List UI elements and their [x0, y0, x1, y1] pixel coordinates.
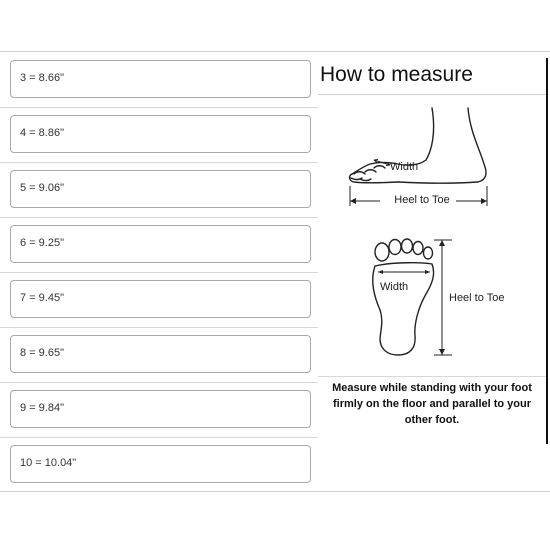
- size-label: 8 = 9.65": [20, 347, 64, 359]
- size-row: [0, 327, 318, 383]
- top-view-foot-diagram: [318, 236, 546, 366]
- side-width-label: Width: [390, 161, 419, 173]
- measure-guide-panel: [318, 52, 546, 491]
- size-row: [0, 382, 318, 438]
- top-length-label: Heel to Toe: [449, 292, 505, 304]
- size-row: [0, 217, 318, 273]
- right-border: [546, 58, 548, 444]
- top-width-marker: [378, 270, 430, 274]
- size-option-3[interactable]: [10, 60, 311, 98]
- side-length-label: Heel to Toe: [394, 194, 450, 206]
- size-row: [0, 52, 318, 108]
- size-row: [0, 162, 318, 218]
- size-list: [0, 52, 318, 491]
- size-label: 9 = 9.84": [20, 402, 64, 414]
- size-label: 10 = 10.04": [20, 457, 77, 469]
- top-width-label: Width: [380, 281, 409, 293]
- title-divider: [318, 94, 546, 95]
- size-option-10[interactable]: [10, 445, 311, 483]
- note-divider: [318, 376, 546, 377]
- size-label: 7 = 9.45": [20, 292, 64, 304]
- measure-instruction: Measure while standing with your foot firmly on the floor and parallel to your other foot.: [332, 382, 532, 426]
- size-label: 3 = 8.66": [20, 72, 64, 84]
- size-row: [0, 107, 318, 163]
- size-option-9[interactable]: [10, 390, 311, 428]
- top-foot-icon: [373, 239, 434, 355]
- side-width-marker: [374, 160, 390, 166]
- size-label: 4 = 8.86": [20, 127, 64, 139]
- size-option-7[interactable]: [10, 280, 311, 318]
- guide-title: How to measure: [320, 63, 473, 86]
- size-row: [0, 437, 318, 492]
- size-row: [0, 272, 318, 328]
- size-option-5[interactable]: [10, 170, 311, 208]
- size-option-6[interactable]: [10, 225, 311, 263]
- size-label: 5 = 9.06": [20, 182, 64, 194]
- size-label: 6 = 9.25": [20, 237, 64, 249]
- size-option-4[interactable]: [10, 115, 311, 153]
- size-option-8[interactable]: [10, 335, 311, 373]
